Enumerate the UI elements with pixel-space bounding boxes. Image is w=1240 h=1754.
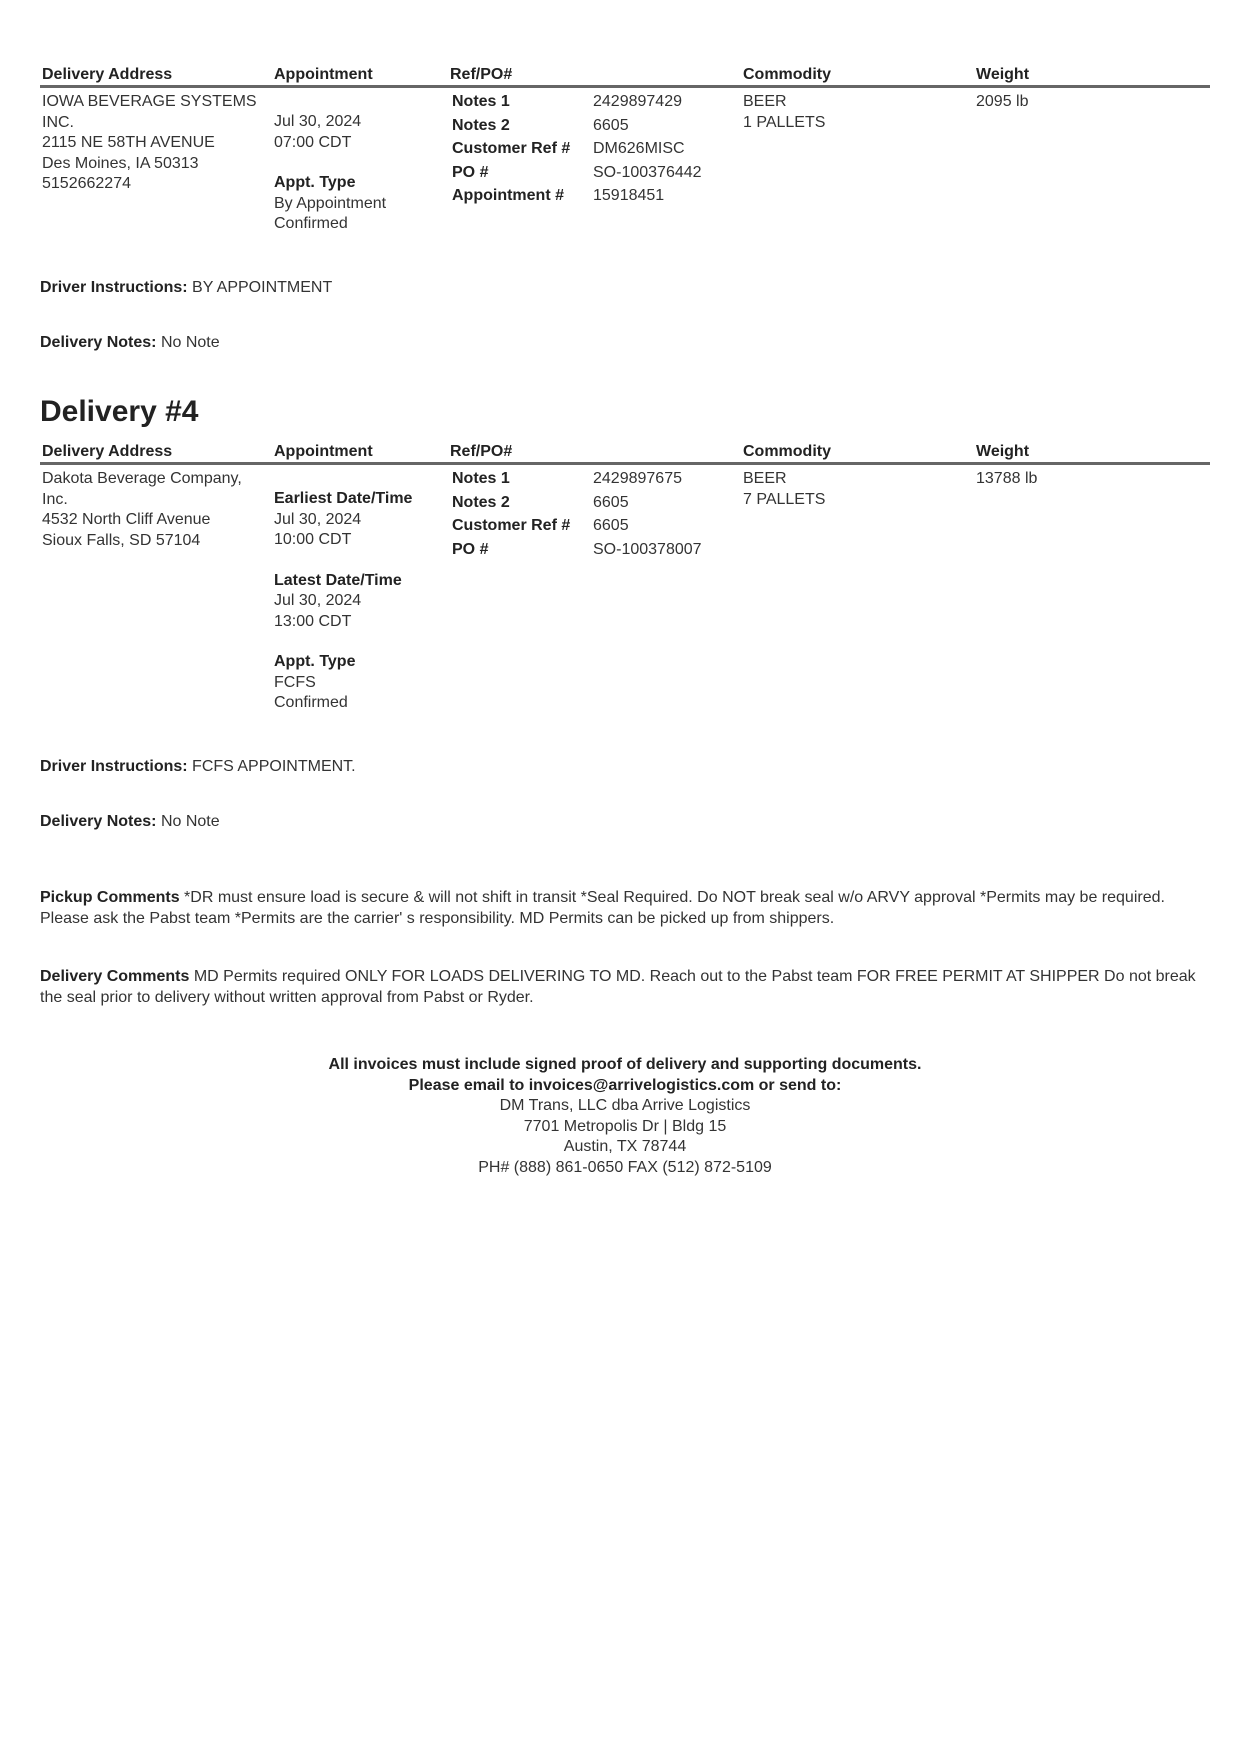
col-header-commodity: Commodity bbox=[743, 66, 831, 83]
ref-row: Customer Ref # 6605 bbox=[452, 517, 629, 534]
delivery-3-table-header bbox=[40, 63, 1210, 88]
appt-status: Confirmed bbox=[274, 215, 348, 232]
earliest-time: 10:00 CDT bbox=[274, 531, 352, 548]
footer-email-note: Please email to invoices@arrivelogistics.com or send to: bbox=[408, 1076, 842, 1094]
appt-type-value: FCFS bbox=[274, 673, 316, 691]
delivery-4-appointment bbox=[274, 489, 444, 714]
address-line: Sioux Falls, SD 57104 bbox=[42, 531, 201, 549]
col-header-address: Delivery Address bbox=[42, 443, 173, 460]
delivery-3-weight: 2095 lb bbox=[976, 93, 1029, 110]
delivery-3-row bbox=[40, 92, 1210, 242]
address-line: INC. bbox=[42, 113, 74, 131]
commodity-qty: 1 PALLETS bbox=[743, 113, 826, 131]
delivery-4-notes: Delivery Notes: No Note bbox=[40, 813, 220, 830]
delivery-4-table-header bbox=[40, 440, 1210, 465]
footer-company: DM Trans, LLC dba Arrive Logistics bbox=[499, 1097, 751, 1114]
col-header-address: Delivery Address bbox=[42, 66, 173, 83]
appt-type-value: By Appointment bbox=[274, 194, 387, 212]
address-line: 2115 NE 58TH AVENUE bbox=[42, 134, 215, 151]
delivery-4-driver-instructions: Driver Instructions: FCFS APPOINTMENT. bbox=[40, 758, 356, 775]
phone-number: 5152662274 bbox=[42, 175, 131, 192]
latest-date: Jul 30, 2024 bbox=[274, 592, 362, 609]
footer-street: 7701 Metropolis Dr | Bldg 15 bbox=[523, 1117, 727, 1135]
delivery-4-commodity bbox=[743, 469, 963, 510]
col-header-weight: Weight bbox=[976, 66, 1030, 83]
latest-time: 13:00 CDT bbox=[274, 612, 352, 630]
col-header-ref: Ref/PO# bbox=[450, 66, 513, 83]
delivery-4-address bbox=[42, 469, 262, 551]
delivery-4-row bbox=[40, 469, 1210, 719]
address-line: IOWA BEVERAGE SYSTEMS bbox=[42, 93, 257, 110]
ref-row: Notes 2 6605 bbox=[452, 493, 629, 511]
delivery-4-refs bbox=[450, 469, 740, 563]
col-header-appointment: Appointment bbox=[274, 66, 373, 83]
delivery-3-address bbox=[42, 92, 262, 195]
appt-type-label: Appt. Type bbox=[274, 653, 356, 670]
address-line: Dakota Beverage Company, bbox=[42, 470, 242, 487]
invoice-footer bbox=[40, 1055, 1210, 1178]
ref-row: Notes 1 2429897675 bbox=[452, 470, 682, 487]
ref-row: Notes 1 2429897429 bbox=[452, 93, 682, 110]
delivery-4-title: Delivery #4 bbox=[40, 395, 199, 428]
delivery-3-appointment bbox=[274, 112, 444, 235]
ref-row: Notes 2 6605 bbox=[452, 116, 629, 134]
ref-row: Customer Ref # DM626MISC bbox=[452, 140, 685, 157]
earliest-date: Jul 30, 2024 bbox=[274, 510, 362, 528]
ref-row: Appointment # 15918451 bbox=[452, 187, 665, 204]
delivery-3-notes: Delivery Notes: No Note bbox=[40, 334, 220, 351]
col-header-commodity: Commodity bbox=[743, 443, 831, 460]
commodity-qty: 7 PALLETS bbox=[743, 490, 826, 508]
ref-row: PO # SO-100376442 bbox=[452, 163, 702, 181]
appointment-time: 07:00 CDT bbox=[274, 133, 352, 151]
appointment-date: Jul 30, 2024 bbox=[274, 113, 362, 130]
address-line: Inc. bbox=[42, 490, 68, 508]
delivery-3-driver-instructions: Driver Instructions: BY APPOINTMENT bbox=[40, 279, 333, 296]
earliest-label: Earliest Date/Time bbox=[274, 490, 413, 507]
ref-row: PO # SO-100378007 bbox=[452, 540, 702, 558]
col-header-weight: Weight bbox=[976, 443, 1030, 460]
address-line: 4532 North Cliff Avenue bbox=[42, 511, 211, 528]
delivery-comments: Delivery Comments MD Permits required ONLY FOR LOADS DELIVERING TO MD. Reach out to the Pabst team FOR FREE PERMIT AT SHIPPER Do not break the seal prior to delivery without written approval from Pabst or Ryder. bbox=[40, 968, 1196, 1006]
delivery-4-weight: 13788 lb bbox=[976, 470, 1038, 487]
col-header-ref: Ref/PO# bbox=[450, 443, 513, 460]
delivery-3-commodity bbox=[743, 92, 963, 133]
commodity-name: BEER bbox=[743, 470, 787, 487]
delivery-3-refs bbox=[450, 92, 740, 210]
footer-phone: PH# (888) 861-0650 FAX (512) 872-5109 bbox=[478, 1158, 772, 1176]
commodity-name: BEER bbox=[743, 93, 787, 110]
appt-type-label: Appt. Type bbox=[274, 174, 356, 191]
footer-city: Austin, TX 78744 bbox=[563, 1138, 687, 1155]
col-header-appointment: Appointment bbox=[274, 443, 373, 460]
address-line: Des Moines, IA 50313 bbox=[42, 154, 199, 172]
appt-status: Confirmed bbox=[274, 694, 348, 711]
footer-invoice-note: All invoices must include signed proof of delivery and supporting documents. bbox=[328, 1056, 922, 1073]
pickup-comments: Pickup Comments *DR must ensure load is secure & will not shift in transit *Seal Required. Do NOT break seal w/o ARVY approval *Permits may be required. Please ask the Pabst team *Permits are the carrier' s responsibility. MD Permits can be picked up from shippers. bbox=[40, 889, 1165, 927]
latest-label: Latest Date/Time bbox=[274, 571, 402, 589]
